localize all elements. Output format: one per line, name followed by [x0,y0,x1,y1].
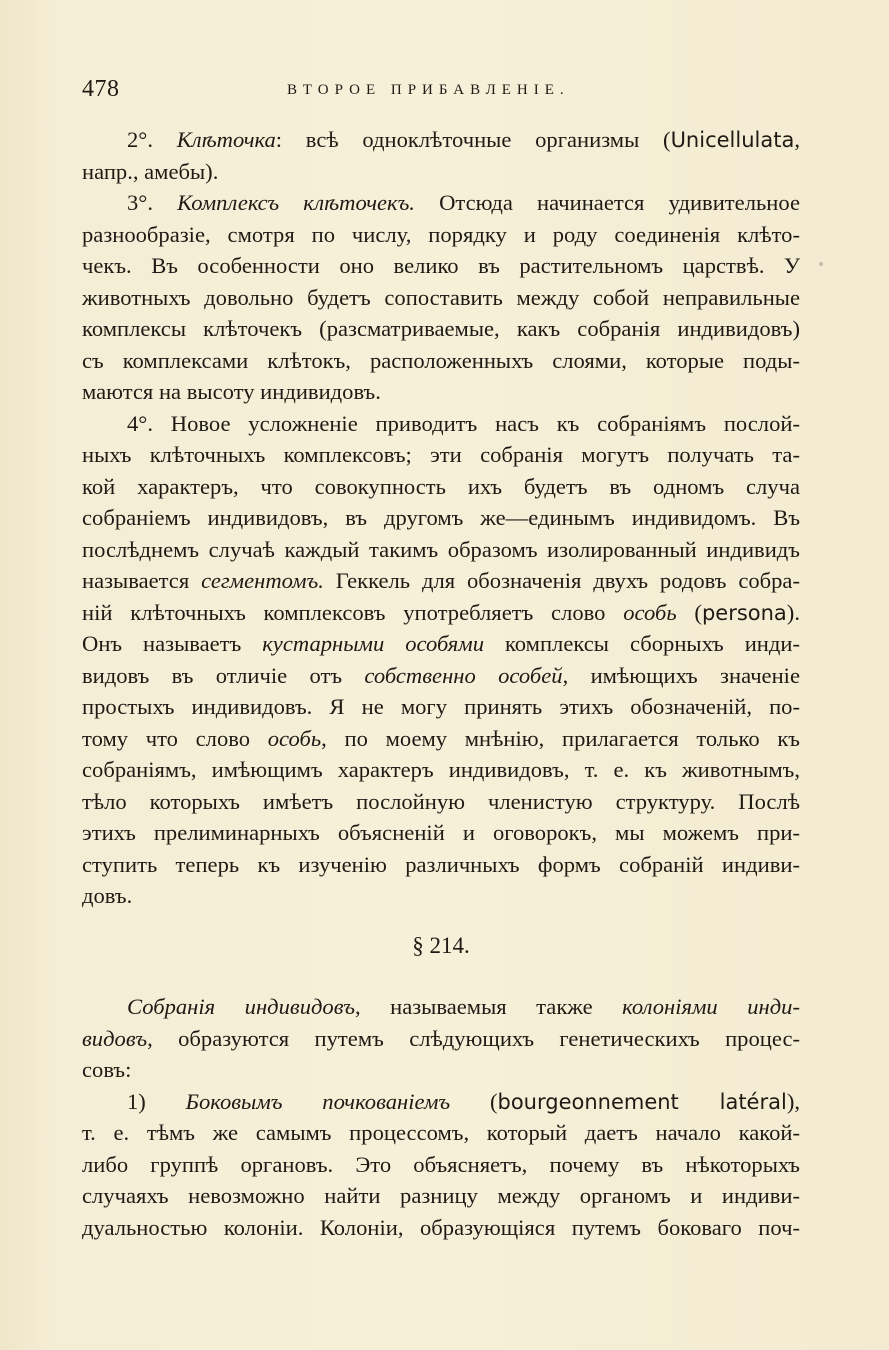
text-run: послѣднемъ случаѣ каждый такимъ образомъ изолированный индивидъ [82,536,800,562]
text-line [82,754,800,786]
text-line [82,534,800,566]
text-run: собраніемъ индивидовъ, въ другомъ же—единымъ индивидомъ. Въ [82,505,800,530]
text-run: Отсюда начинается удивительное [414,190,800,215]
text-run: животныхъ довольно будетъ сопоставить между собой неправильные [82,284,800,310]
text-line [82,502,800,534]
italic-term: Клѣточка [176,127,276,152]
text-run: комплексы клѣточекъ (разсматриваемые, какъ собранія индивидовъ) [82,316,800,341]
text-run: ). [786,599,800,625]
latin-term: Unicellulata [670,128,795,152]
text-line [82,376,800,408]
latin-term: persona [701,600,787,625]
text-line [82,156,800,188]
text-run: , называемыя также [354,994,623,1019]
text-run: ныхъ клѣточныхъ комплексовъ; эти собранія могутъ получать та- [82,442,800,467]
text-run: ( [450,1088,498,1114]
text-run: чекъ. Въ особенности оно велико въ растительномъ царствѣ. У [82,253,800,278]
text-run: собраніямъ, имѣющимъ характеръ индивидовъ, т. е. къ животнымъ, [82,757,800,782]
text-line [82,817,800,849]
text-run: , по моему мнѣнію, прилагается только къ [321,725,800,751]
text-line [82,723,800,755]
text-run: этихъ прелиминарныхъ объясненій и оговорокъ, мы можемъ при- [82,820,800,845]
text-line [82,408,800,440]
text-line [82,282,800,314]
text-line [82,1149,800,1181]
text-run: : всѣ одноклѣточные организмы ( [275,127,671,152]
text-run: съ комплексами клѣтокъ, расположенныхъ слоями, которые поды- [82,347,800,373]
text-line [82,849,800,881]
text-line [82,1023,800,1055]
italic-term: сегментомъ. [201,568,324,593]
text-run: разнообразіе, смотря по числу, порядку и роду соединенія клѣто- [82,221,800,247]
text-line [82,313,800,345]
italic-term: особь [267,725,322,751]
italic-term: собственно особей [364,662,563,688]
text-run: довъ. [82,883,133,908]
text-line [82,439,800,471]
italic-term: видовъ [82,1025,148,1051]
body-text [82,124,800,1243]
text-line [82,1180,800,1212]
text-run: маются на высоту индивидовъ. [82,379,381,404]
text-run: дуальностью колоніи. Колоніи, образующіяся путемъ боковаго поч- [82,1214,800,1240]
text-run: тому что слово [82,725,268,751]
text-line [82,1212,800,1244]
text-run: напр., амебы). [82,158,219,184]
text-line [82,565,800,597]
running-title: ВТОРОЕ ПРИБАВЛЕНІЕ. [287,82,570,98]
text-run: ), [786,1088,800,1114]
text-run: ступить теперь къ изученію различныхъ формъ собраній индиви- [82,851,800,877]
text-run: 1) [127,1088,186,1114]
text-line [82,597,800,629]
text-run: , [794,127,800,152]
text-line [82,786,800,818]
text-run: простыхъ индивидовъ. Я не могу принять этихъ обозначеній, по- [82,694,800,719]
text-run: либо группѣ органовъ. Это объясняетъ, почему въ нѣкоторыхъ [82,1151,800,1177]
text-run: т. е. тѣмъ же самымъ процессомъ, который даетъ начало какой- [82,1120,800,1145]
italic-term: Собранія индивидовъ [127,994,355,1019]
text-line [82,219,800,251]
text-line [82,628,800,660]
text-line [82,124,800,156]
italic-term: Комплексъ клѣточекъ. [177,190,415,215]
text-line [82,187,800,219]
text-run: тѣло которыхъ имѣетъ послойную членистую структуру. Послѣ [82,788,800,814]
text-run: называется [82,568,202,593]
text-run: случаяхъ невозможно найти разницу между органомъ и индиви- [82,1183,800,1208]
text-run: ній клѣточныхъ комплексовъ употребляетъ слово [82,599,624,625]
italic-term: колоніями инди- [622,994,800,1019]
text-line [82,471,800,503]
text-line [82,1086,800,1118]
text-line [82,1117,800,1149]
text-run: Геккель для обозначенія двухъ родовъ собра- [323,568,800,593]
text-line [82,880,800,912]
text-run: видовъ въ отличіе отъ [82,662,365,688]
text-run: комплексы сборныхъ инди- [484,631,800,656]
italic-term: кустарными особями [262,631,485,656]
page-speck [819,262,823,266]
text-run: 3°. [127,190,178,215]
italic-term: особь [623,599,677,625]
page-header [82,76,802,106]
text-line [82,250,800,282]
text-run: совъ: [82,1057,132,1082]
section-heading: § 214. [412,932,470,958]
text-run: , имѣющихъ значеніе [562,662,800,688]
text-run: 2°. [127,127,177,152]
text-run: 4°. Новое усложненіе приводитъ насъ къ собраніямъ послой- [127,410,800,436]
text-line [82,345,800,377]
latin-term: bourgeonnement latéral [497,1089,787,1114]
text-line [82,1054,800,1086]
italic-term: Боковымъ почкованіемъ [185,1088,451,1114]
page-number: 478 [82,76,120,102]
text-run: , образуются путемъ слѣдующихъ генетическихъ процес- [147,1025,800,1051]
text-line [82,991,800,1023]
text-run: кой характеръ, что совокупность ихъ будетъ въ одномъ случа [82,473,800,499]
text-run: ( [676,599,702,625]
text-line [82,691,800,723]
text-line [82,660,800,692]
text-run: Онъ называетъ [82,631,263,656]
